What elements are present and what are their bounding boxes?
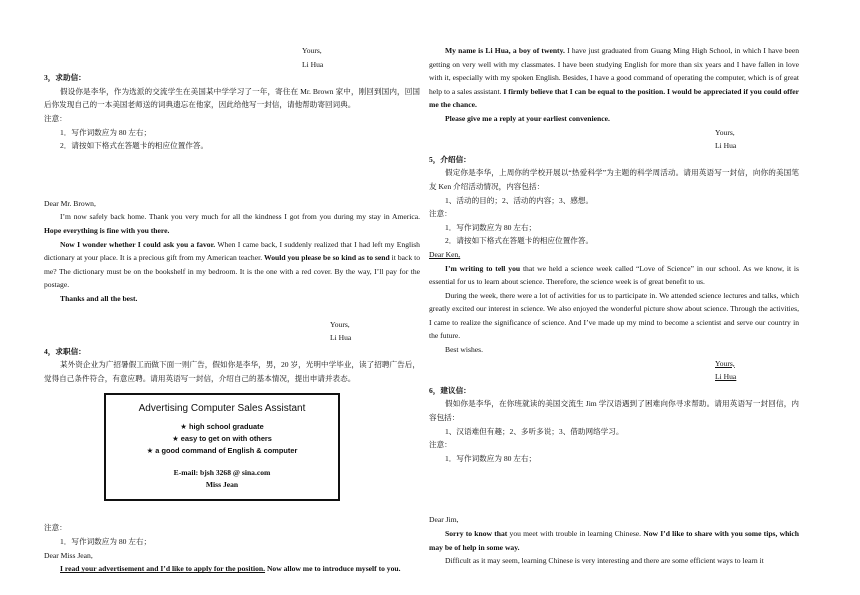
note-item: 1．写作词数应为 80 左右； [60, 537, 152, 547]
letter-closing: Please give me a reply at your earliest convenience. [445, 113, 610, 123]
section-4-task: 某外资企业为广招暑假工而做下面一则广告，假如你是李华，男，20 岁，光明中学毕业，读了招聘广告后，觉得自己条件符合，有意应聘。请用英语写一封信，介绍自己的基本情况，提出申请并表态。 [44, 360, 420, 383]
signoff-name: Li Hua [715, 141, 737, 151]
advertisement-contact-name: Miss Jean [205, 480, 239, 490]
notes-label: 注意： [429, 209, 452, 219]
letter-paragraph: I’m now safely back home. Thank you very much for all the kindness I got from you during my stay in America. Hope everything is fine with you there. [44, 212, 420, 235]
signoff-yours: Yours, [302, 46, 322, 55]
section-6-heading: 6，建议信： [429, 385, 471, 395]
advertisement-email: E-mail: bjsh 3268 @ sina.com [173, 468, 271, 478]
letter-paragraph: During the week, there were a lot of activities for us to participate in. We attended science lectures and talks, which greatly excited our interest in science. We also enjoyed the wonderful picture show about science. Through the activities, I came to realize the significance of science. And I’ve made up my mind to become a scientist and serve our country in the future. [429, 290, 799, 341]
letter-paragraph: My name is Li Hua, a boy of twenty. I have just graduated from Guang Ming High School, in which I have been getting on very well with my classmates. I have been studying English for more than six years and I have fallen in love with it, especially with my spoken English. Besides, I have a good command of operating the computer, which is of great help to a sales assistant. I firmly believe that I can be equal to the position. I would be appreciated if you could offer me the chance. [429, 46, 799, 110]
left-column [44, 44, 420, 576]
section-6-task: 假如你是李华，在你班就读的美国交流生 Jim 学汉语遇到了困难向你寻求帮助。请用英语写一封回信，内容包括： [429, 399, 799, 423]
notes-label: 注意： [429, 440, 452, 450]
letter-closing: Thanks and all the best. [60, 293, 138, 303]
advertisement-item: ★ a good command of English & computer [146, 446, 298, 456]
advertisement-item: ★ high school graduate [180, 422, 264, 432]
note-item: 1．写作词数应为 80 左右； [60, 127, 152, 137]
letter-paragraph: Sorry to know that you meet with trouble in learning Chinese. Now I’d like to share with you some tips, which may be of help in some way. [429, 529, 800, 552]
letter-paragraph: I read your advertisement and I’d like to apply for the position. Now allow me to introduce myself to you. [60, 564, 401, 574]
note-item: 2．请按如下格式在答题卡的相应位置作答。 [60, 141, 209, 151]
section-3-task: 假设你是李华，作为选派的交流学生在美国某中学学习了一年，寄住在 Mr. Brown 家中，刚回到国内，回国后你发现自己的一本美国老师送的词典遗忘在他家，因此给他写一封信，请他帮助寄回词典。 [44, 86, 420, 110]
letter-paragraph: Now I wonder whether I could ask you a favor. When I came back, I suddenly realized that I had left my English dictionary at your place. It is a precious gift from my American teacher. Would you please be so kind as to send it back to me? The dictionary must be on the bookshelf in my bedroom. It is the one with a red cover. By the way, I’ll pay for the postage. [44, 239, 420, 290]
letter-salutation: Dear Miss Jean, [44, 550, 93, 560]
section-5-heading: 5，介绍信： [429, 154, 471, 164]
task-points: 1、活动的目的；2、活动的内容；3、感想。 [445, 195, 594, 205]
section-3-heading: 3，求助信： [44, 73, 86, 83]
signoff-name: Li Hua [302, 59, 324, 69]
signoff-name: Li Hua [715, 372, 737, 382]
signoff-yours: Yours, [715, 127, 735, 137]
signoff-yours: Yours, [330, 319, 350, 329]
advertisement-title: Advertising Computer Sales Assistant [138, 403, 306, 415]
letter-closing: Best wishes. [445, 345, 483, 355]
letter-paragraph: I’m writing to tell you that we held a science week called “Love of Science” in our school. As we know, it is essential for us to learn about science. Therefore, the science week is of great benefit to us. [429, 263, 799, 287]
advertisement-box [104, 393, 340, 501]
note-item: 1．写作词数应为 80 左右； [445, 453, 537, 463]
letter-salutation: Dear Mr. Brown, [44, 198, 96, 208]
note-item: 2．请按如下格式在答题卡的相应位置作答。 [445, 236, 594, 246]
section-4-heading: 4，求职信： [44, 346, 86, 356]
advertisement-item: ★ easy to get on with others [172, 434, 272, 444]
letter-salutation: Dear Jim, [429, 515, 459, 525]
task-points: 1、汉语难但有趣；2、多听多说；3、借助网络学习。 [445, 426, 624, 436]
letter-paragraph: Difficult as it may seem, learning Chinese is very interesting and there are some efficient ways to learn it [445, 556, 764, 566]
right-column [429, 44, 799, 568]
section-5-task: 假定你是李华，上周你的学校开展以“热爱科学”为主题的科学周活动。请用英语写一封信，向你的美国笔友 Ken 介绍活动情况，内容包括： [429, 168, 799, 191]
note-item: 1．写作词数应为 80 左右； [445, 222, 537, 232]
letter-salutation: Dear Ken, [429, 249, 461, 259]
notes-label: 注意： [44, 523, 67, 533]
signoff-name: Li Hua [330, 333, 352, 343]
signoff-yours: Yours, [715, 358, 735, 368]
notes-label: 注意： [44, 113, 67, 123]
